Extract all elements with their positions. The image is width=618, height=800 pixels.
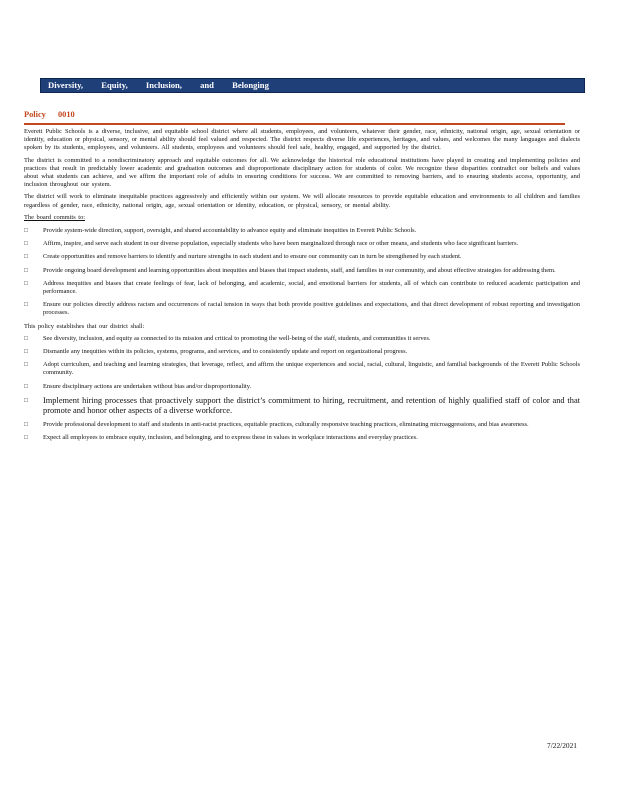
resources-paragraph: The district will work to eliminate inequitable practices aggressively and efficiently within our system. We will allocate resources to provide equitable education and environments to all children and families regardless of gender, race, ethnicity, national origin, age, sexual orientation or identity, education, or physical, sensory, or mental ability. [24,193,580,209]
list-item: □ Provide ongoing board development and learning opportunities about inequities and biases that impact students, staff, and families in our community, and about effective strategies for addressing them. [24,266,556,274]
list-item: □ Address inequities and biases that create feelings of fear, lack of belonging, and academic, social, and emotional barriers for students, all of which can contribute to reduced academic participation and performance. [24,279,580,296]
list-item: □ Provide system-wide direction, support, oversight, and shared accountability to advance equity and eliminate inequities in Everett Public Schools. [24,227,417,235]
board-commits-list [24,227,580,318]
bullet-icon: □ [24,253,28,261]
intro-paragraph: Everett Public Schools is a diverse, inclusive, and equitable school district where all students, employees, and volunteers, whatever their gender, race, ethnicity, national origin, age, sexual orientation or identity, education or physical, sensory, or mental ability should feel valued and respected. The district respects diverse life experiences, heritages, and values, and welcomes the many languages and dialects spoken by its students, employees, and volunteers. All students, employees and volunteers should feel safe, healthy, engaged, and supported by the district. [24,128,580,152]
bullet-icon: □ [24,227,28,235]
bullet-icon: □ [24,266,28,274]
policy-body [24,128,580,447]
bullet-icon: □ [24,382,28,390]
banner-title: Diversity, Equity, Inclusion, and Belonging [48,80,269,90]
bullet-icon: □ [24,279,28,287]
bullet-icon: □ [24,361,28,369]
list-item: □ Adopt curriculum, and teaching and learning strategies, that leverage, reflect, and affirm the unique experiences and social, racial, cultural, linguistic, and familial backgrounds of the Everett Public Schools community. [24,361,580,377]
policy-number: Policy 0010 [24,110,75,119]
district-shall-list [24,335,580,442]
bullet-icon: □ [24,348,28,356]
bullet-icon: □ [24,396,28,404]
list-item: □ Implement hiring processes that proactively support the district’s commitment to hiring, recruitment, and retention of highly qualified staff of color and that promote and honor other aspects of a diverse workforce. [24,395,580,415]
bullet-icon: □ [24,301,28,309]
list-item: □ Ensure our policies directly address racism and occurrences of racial tension in ways that both provide positive guidelines and expectations, and that direct development of robust reporting and investigation processes. [24,301,580,317]
bullet-icon: □ [24,434,28,442]
adoption-date: 7/22/2021 [547,741,577,750]
list-item: □ Affirm, inspire, and serve each student in our diverse population, especially students who have been marginalized through race or other means, and students who face significant barriers. [24,240,519,248]
policy-establishes-heading: This policy establishes that our district shall: [24,322,145,330]
bullet-icon: □ [24,420,28,428]
list-item: □ See diversity, inclusion, and equity as connected to its mission and critical to promoting the well-being of the staff, students, and communities it serves. [24,334,431,342]
list-item: □ Ensure disciplinary actions are undertaken without bias and/or disproportionality. [24,382,252,390]
list-item: □ Provide professional development to staff and students in anti-racist practices, equitable practices, culturally responsive teaching practices, eliminating microaggressions, and bias awareness. [24,420,529,428]
bullet-icon: □ [24,334,28,342]
list-item: □ Expect all employees to embrace equity, inclusion, and belonging, and to express these in values in workplace interactions and everyday practices. [24,434,418,442]
bullet-icon: □ [24,240,28,248]
list-item: □ Dismantle any inequities within its policies, systems, programs, and services, and to consistently update and report on organizational progress. [24,348,408,356]
header-divider [24,123,565,125]
commitment-paragraph: The district is committed to a nondiscriminatory approach and equitable outcomes for all. We acknowledge the historical role educational institutions have played in creating and implementing policies and practices that result in predictably lower academic and graduation outcomes and disproportionate disciplinary action for students of color. We recognize these disparities contradict our beliefs and values about what students can achieve, and we affirm the important role of adults in ensuring conditions for success. We are committed to removing barriers, and to ensuring students access, opportunity, and inclusion throughout our system. [24,156,580,189]
section-banner [40,78,585,93]
list-item: □ Create opportunities and remove barriers to identify and nurture strengths in each student and to ensure our community can in turn be strengthened by each student. [24,253,462,261]
board-commits-heading: The board commits to: [24,213,86,221]
